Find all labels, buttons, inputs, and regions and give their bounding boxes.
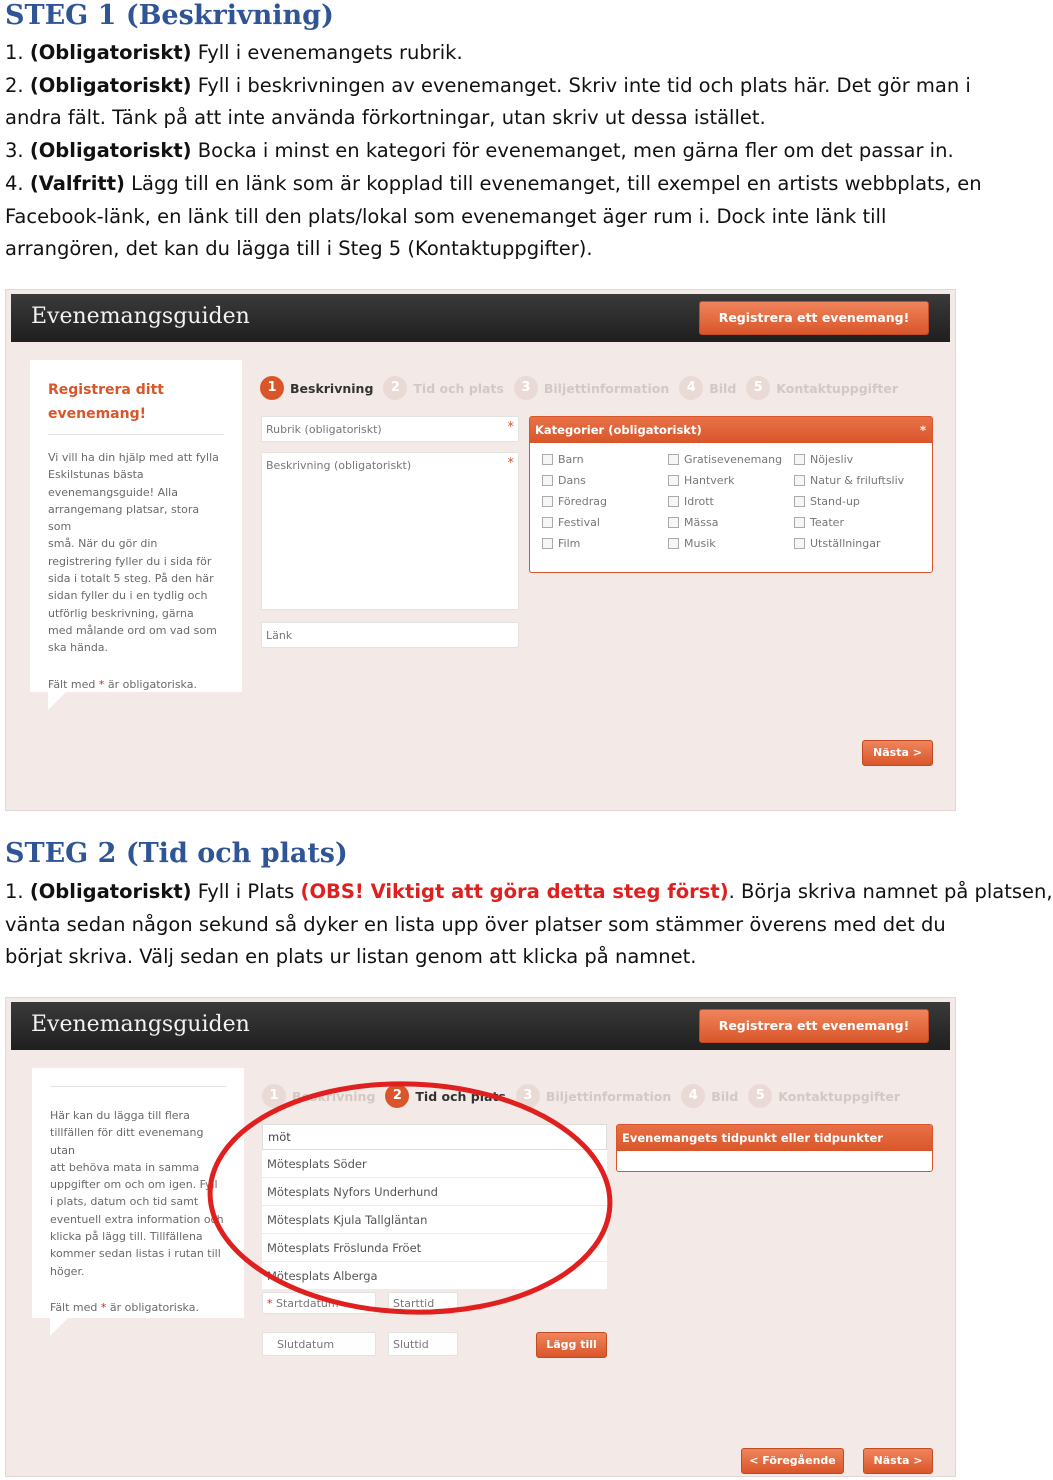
- info-card: [30, 360, 242, 692]
- event-times-title: Evenemangets tidpunkt eller tidpunkter: [617, 1125, 932, 1151]
- step2-line-2: vänta sedan någon sekund så dyker en lista upp över platser som stämmer överens med det du: [5, 912, 946, 936]
- step-tab-tid-och-plats[interactable]: 2 Tid och plats: [383, 376, 503, 400]
- slutdatum-input[interactable]: Slutdatum: [262, 1332, 376, 1356]
- info-card-text: Vi vill ha din hjälp med att fylla Eskilstunas bästa evenemangsguide! Alla arrangemang platsar, stora som små. När du gör din registrering fyller du i sida för sida i totalt 5 steg. På den här sidan fyller du i en tydlig och utförlig beskrivning, gärna med målande ord om vad som ska hända.: [48, 451, 219, 655]
- category-checkbox[interactable]: Utställningar: [794, 537, 881, 550]
- step-tab-kontaktuppgifter[interactable]: 5 Kontaktuppgifter: [746, 376, 898, 400]
- step1-instructions: [5, 37, 982, 266]
- category-checkbox[interactable]: Film: [542, 537, 580, 550]
- step1-heading: STEG 1 (Beskrivning): [5, 0, 334, 31]
- step2-line-3: börjat skriva. Välj sedan en plats ur listan genom att klicka på namnet.: [5, 945, 697, 969]
- place-suggestion[interactable]: Mötesplats Alberga: [262, 1262, 607, 1290]
- categories-panel: [529, 416, 933, 573]
- screenshot-step1: [5, 289, 956, 811]
- step1-item-2-cont: andra fält. Tänk på att inte använda förkortningar, utan skriv ut dessa istället.: [5, 106, 766, 130]
- step1-item-4: 4. (Valfritt) Lägg till en länk som är kopplad till evenemanget, till exempel en artists webbplats, en: [5, 171, 982, 195]
- sluttid-input[interactable]: Sluttid: [388, 1332, 458, 1356]
- place-suggestion[interactable]: Mötesplats Nyfors Underhund: [262, 1178, 607, 1206]
- app-logo: Evenemangsguiden: [31, 304, 250, 329]
- step-tab-biljettinformation[interactable]: 3 Biljettinformation: [516, 1084, 671, 1108]
- starttid-input[interactable]: Starttid: [388, 1292, 458, 1314]
- highlight-ellipse: [6, 998, 957, 1478]
- app-logo: Evenemangsguiden: [31, 1012, 250, 1037]
- category-checkbox[interactable]: Teater: [794, 516, 844, 529]
- screenshot-step2: [5, 997, 956, 1477]
- register-event-button[interactable]: Registrera ett evenemang!: [699, 301, 929, 335]
- step1-item-1: 1. (Obligatoriskt) Fyll i evenemangets rubrik.: [5, 41, 463, 64]
- category-checkbox[interactable]: Idrott: [668, 495, 714, 508]
- place-suggestion[interactable]: Mötesplats Kjula Tallgläntan: [262, 1206, 607, 1234]
- step-tab-tid-och-plats[interactable]: 2 Tid och plats: [385, 1084, 505, 1108]
- category-checkbox[interactable]: Gratisevenemang: [668, 453, 782, 466]
- step2-instructions: [5, 876, 1053, 974]
- step1-item-4-cont: Facebook-länk, en länk till den plats/lokal som evenemanget äger rum i. Dock inte länk till: [5, 204, 887, 228]
- category-checkbox[interactable]: Stand-up: [794, 495, 860, 508]
- categories-title: Kategorier (obligatoriskt) *: [530, 417, 932, 443]
- step-indicator: [260, 376, 908, 400]
- step-tab-bild[interactable]: 4 Bild: [681, 1084, 738, 1108]
- beskrivning-textarea[interactable]: Beskrivning (obligatoriskt) *: [261, 452, 519, 610]
- next-button[interactable]: Nästa >: [862, 740, 933, 766]
- category-checkbox[interactable]: Föredrag: [542, 495, 607, 508]
- step1-item-3: 3. (Obligatoriskt) Bocka i minst en kategori för evenemanget, men gärna fler om det passar in.: [5, 139, 954, 163]
- place-suggestion[interactable]: Mötesplats Söder: [262, 1150, 607, 1178]
- next-button[interactable]: Nästa >: [863, 1448, 933, 1474]
- required-note: Fält med * är obligatoriska.: [50, 1300, 199, 1314]
- lank-input[interactable]: Länk: [261, 622, 519, 648]
- add-occasion-button[interactable]: Lägg till: [536, 1332, 607, 1358]
- category-checkbox[interactable]: Nöjesliv: [794, 453, 853, 466]
- step-tab-biljettinformation[interactable]: 3 Biljettinformation: [514, 376, 669, 400]
- startdatum-input[interactable]: * Startdatum: [262, 1292, 376, 1314]
- step1-item-2: 2. (Obligatoriskt) Fyll i beskrivningen av evenemanget. Skriv inte tid och plats här. Det gör man i: [5, 73, 971, 97]
- step1-item-4-cont: arrangören, det kan du lägga till i Steg 5 (Kontaktuppgifter).: [5, 237, 593, 261]
- app-topbar: [11, 294, 950, 342]
- step-tab-kontaktuppgifter[interactable]: 5 Kontaktuppgifter: [748, 1084, 900, 1108]
- category-checkbox[interactable]: Mässa: [668, 516, 718, 529]
- category-checkbox[interactable]: Barn: [542, 453, 584, 466]
- info-card-text: Här kan du lägga till flera tillfällen för ditt evenemang utan att behöva mata in samma uppgifter om och om igen. Fyll i plats, datum och tid samt eventuell extra information och klicka på lägg till. Tillfällena kommer sedan listas i rutan till höger.: [50, 1109, 224, 1278]
- step2-line-1: 1. (Obligatoriskt) Fyll i Plats (OBS! Viktigt att göra detta steg först). Börja skriva namnet på platsen,: [5, 880, 1053, 903]
- info-card-title: Registrera ditt evenemang!: [48, 378, 224, 435]
- place-suggestion[interactable]: Mötesplats Fröslunda Fröet: [262, 1234, 607, 1262]
- place-input[interactable]: möt: [262, 1124, 607, 1150]
- category-checkbox[interactable]: Hantverk: [668, 474, 734, 487]
- category-checkbox[interactable]: Dans: [542, 474, 586, 487]
- rubrik-input[interactable]: Rubrik (obligatoriskt) *: [261, 416, 519, 442]
- category-checkbox[interactable]: Festival: [542, 516, 600, 529]
- register-event-button[interactable]: Registrera ett evenemang!: [699, 1009, 929, 1043]
- step-tab-bild[interactable]: 4 Bild: [679, 376, 736, 400]
- category-checkbox[interactable]: Natur & friluftsliv: [794, 474, 904, 487]
- step-tab-beskrivning[interactable]: 1 Beskrivning: [262, 1084, 375, 1108]
- required-note: Fält med * är obligatoriska.: [48, 677, 197, 691]
- category-checkbox[interactable]: Musik: [668, 537, 716, 550]
- step2-heading: STEG 2 (Tid och plats): [5, 838, 348, 869]
- previous-button[interactable]: < Föregående: [741, 1448, 844, 1474]
- step-tab-beskrivning[interactable]: 1 Beskrivning: [260, 376, 373, 400]
